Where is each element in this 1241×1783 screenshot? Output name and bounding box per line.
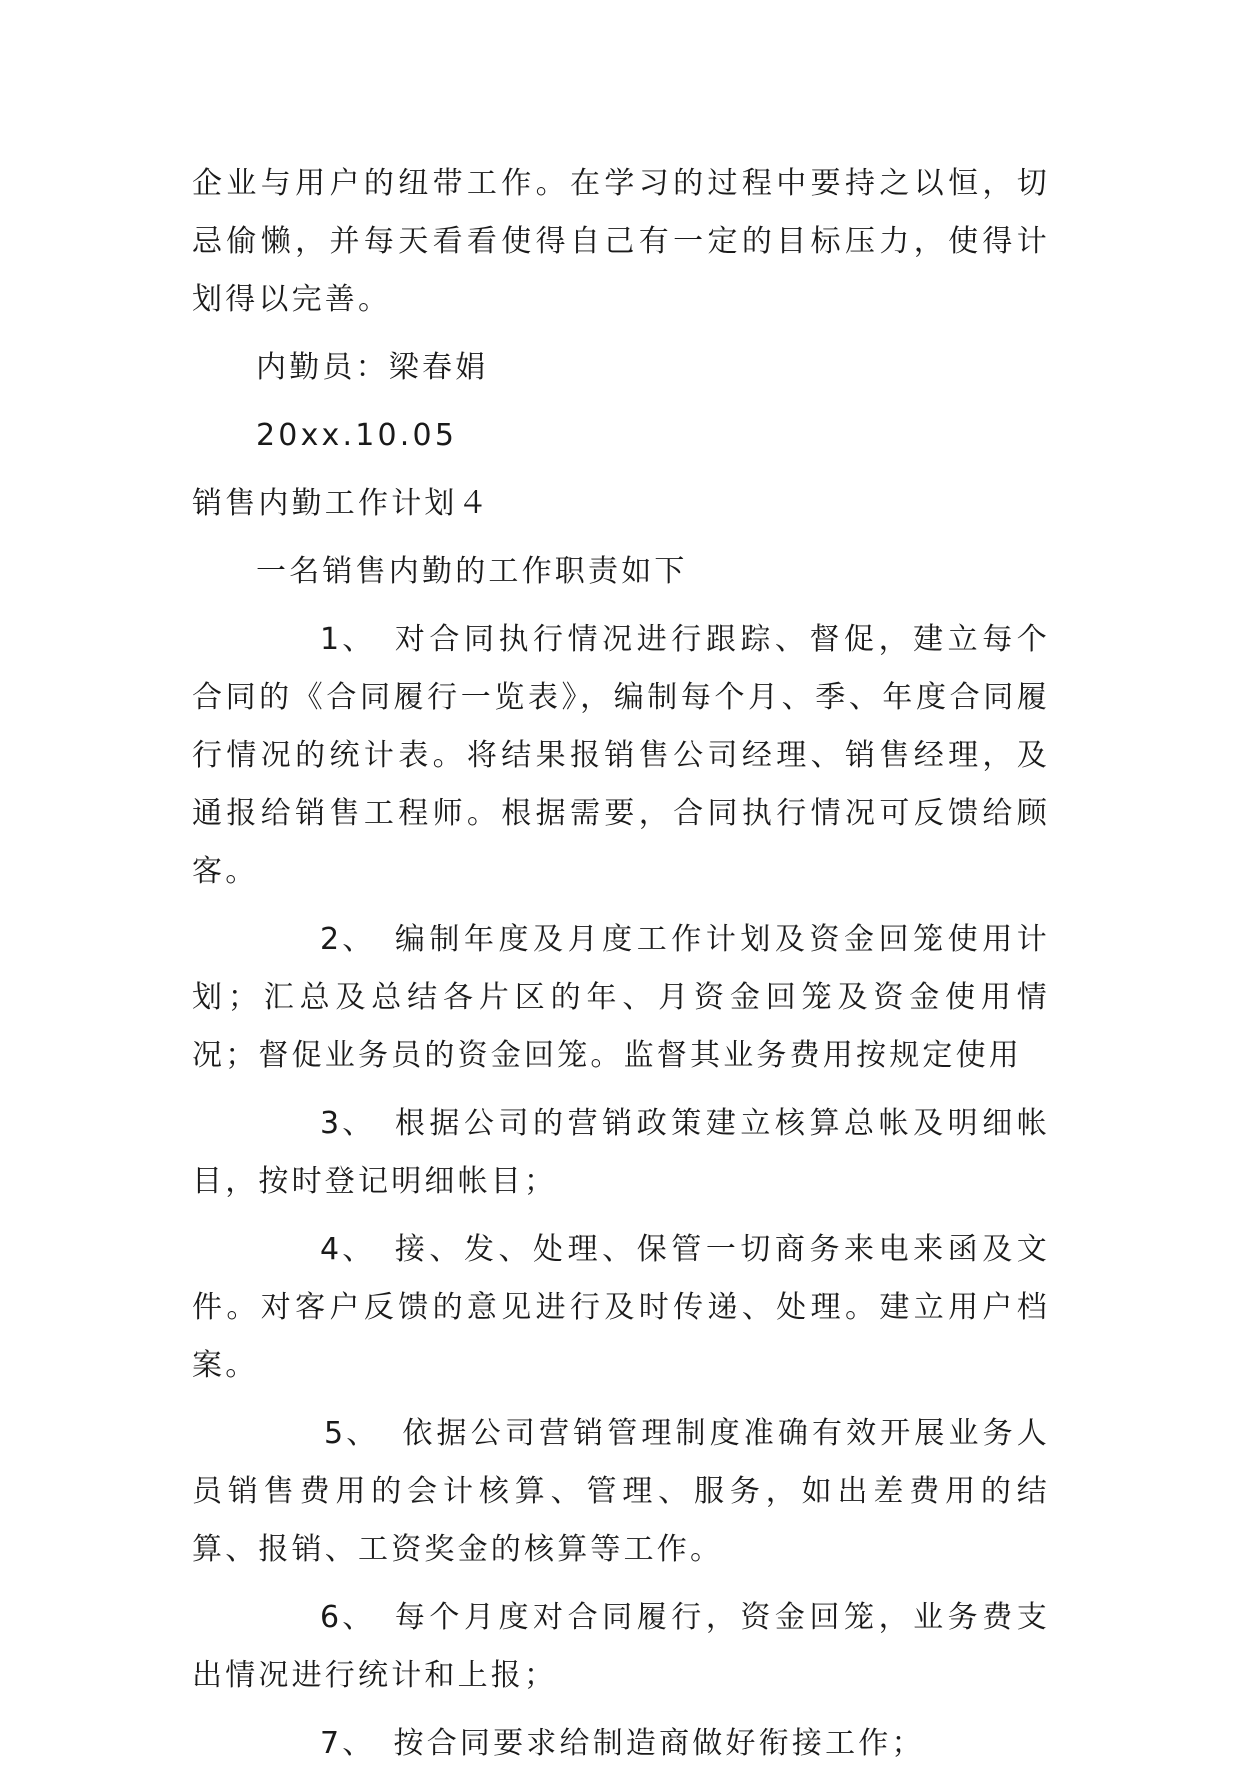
signature-line: 内勤员：梁春娟 [256, 350, 489, 385]
list-item-number: 3、 [320, 1106, 376, 1141]
list-item-number: 6、 [320, 1600, 376, 1635]
list-item-text: 接、发、处理、保管一切商务来电来函及文件。对客户反馈的意见进行及时传递、处理。建立用户档案。 [192, 1232, 1050, 1383]
list-item [192, 1405, 1050, 1579]
list-item [192, 1589, 1050, 1705]
list-item-number: 7、 [320, 1726, 376, 1761]
list-item [192, 911, 1050, 1085]
list-item [192, 1095, 1050, 1211]
continuation-paragraph: 企业与用户的纽带工作。在学习的过程中要持之以恒，切忌偷懒，并每天看看使得自己有一定的目标压力，使得计划得以完善。 [192, 166, 1050, 317]
list-item-text: 每个月度对合同履行，资金回笼，业务费支出情况进行统计和上报； [192, 1600, 1050, 1693]
list-item-number: 4、 [320, 1232, 376, 1267]
list-item [192, 611, 1050, 901]
list-item-number: 1、 [320, 622, 376, 657]
date-line: 20xx.10.05 [256, 418, 458, 453]
intro-line: 一名销售内勤的工作职责如下 [256, 554, 688, 589]
list-item-text: 编制年度及月度工作计划及资金回笼使用计划；汇总及总结各片区的年、月资金回笼及资金使用情况；督促业务员的资金回笼。监督其业务费用按规定使用 [192, 922, 1050, 1073]
list-item-text: 对合同执行情况进行跟踪、督促，建立每个合同的《合同履行一览表》，编制每个月、季、年度合同履行情况的统计表。将结果报销售公司经理、销售经理，及通报给销售工程师。根据需要，合同执行情况可反馈给顾客。 [192, 622, 1050, 889]
list-item [192, 1221, 1050, 1395]
list-item-number: 2、 [320, 922, 376, 957]
list-item-text: 依据公司营销管理制度准确有效开展业务人员销售费用的会计核算、管理、服务，如出差费用的结算、报销、工资奖金的核算等工作。 [192, 1416, 1050, 1567]
list-item [192, 1715, 1050, 1773]
list-item-number: 5、 [324, 1416, 380, 1451]
section-title: 销售内勤工作计划４ [192, 486, 491, 521]
list-item-text: 根据公司的营销政策建立核算总帐及明细帐目，按时登记明细帐目； [192, 1106, 1050, 1199]
list-item-text: 按合同要求给制造商做好衔接工作； [393, 1726, 925, 1761]
document-body [192, 155, 1050, 1783]
